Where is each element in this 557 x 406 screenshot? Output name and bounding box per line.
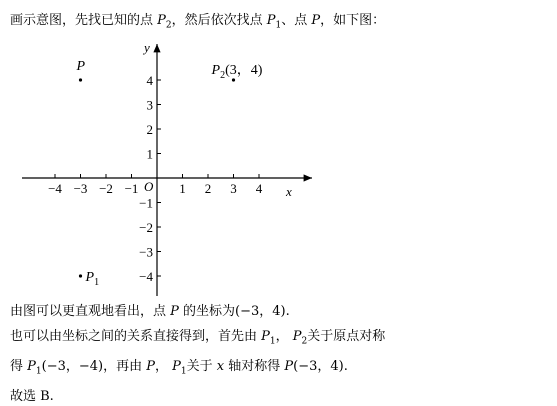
intro-mid2: 、点 (281, 13, 312, 28)
x-tick-label: 4 (255, 181, 263, 196)
x-tick-label: −2 (99, 181, 113, 196)
points (73, 59, 263, 288)
point-marker (79, 274, 82, 277)
text-l3-p: P (146, 359, 155, 374)
x-tick-label: 1 (179, 181, 186, 196)
text-l3-pre: 得 (10, 359, 28, 374)
text-l2-p1: P (261, 329, 270, 344)
point-marker (232, 78, 235, 81)
text-l3-p1: P (27, 359, 36, 374)
text-line-3 (10, 355, 348, 377)
x-tick-label: −3 (73, 181, 88, 196)
text-l3-x: x (216, 359, 225, 374)
y-tick-label: 1 (146, 146, 153, 162)
text-line-1 (10, 300, 290, 319)
point-label: $P_2(3$，4) (211, 63, 263, 81)
y-tick-label: −2 (139, 220, 153, 235)
text-line-4 (10, 385, 54, 404)
text-l2-pre: 也可以由坐标之间的关系直接得到，首先由 (10, 329, 262, 344)
y-tick-label: −3 (139, 244, 153, 260)
text-l3-mid: ，再由 (103, 359, 147, 374)
point-label: $P_1$ (85, 270, 100, 288)
x-tick-label: 3 (230, 181, 237, 196)
text-l3-p1b-sub: 1 (180, 366, 187, 377)
text-l1-coords: (−3，4) (235, 304, 286, 319)
text-l3-coords: (−3，−4) (41, 359, 104, 374)
x-tick-label: −1 (124, 181, 139, 196)
text-l3-mid2: ， (155, 359, 173, 374)
intro-p2-sub: 2 (165, 20, 172, 31)
y-tick-label: −1 (139, 195, 153, 211)
intro-pre: 画示意图，先找已知的点 (10, 13, 158, 28)
intro-p2: P (157, 13, 166, 28)
text-l2-p2-sub: 2 (301, 336, 308, 347)
x-axis-label: x (286, 184, 292, 199)
text-l2-post: 关于原点对称 (307, 329, 386, 344)
origin-label: O (144, 179, 154, 194)
x-tick-label: 2 (204, 181, 212, 196)
text-l1-p: P (170, 304, 179, 319)
y-tick-label: 3 (146, 97, 153, 113)
point-label: P (76, 59, 86, 74)
text-l3-coords2: (−3，4) (293, 359, 344, 374)
intro-post: ，如下图： (320, 13, 386, 28)
intro-p: P (311, 13, 321, 28)
x-tick-label: −4 (48, 181, 62, 196)
text-l3-p1b: P (172, 359, 181, 374)
y-tick-label: 2 (146, 122, 153, 137)
text-l4: 故选 B. (10, 389, 54, 404)
text-l2-mid: ， (275, 329, 293, 344)
point-marker (79, 78, 82, 81)
intro-mid: ，然后依次找点 (171, 13, 267, 28)
text-l1-post: . (285, 304, 290, 319)
text-l3-mid4: 轴对称得 (224, 359, 285, 374)
text-l1-pre: 由图可以更直观地看出，点 (10, 304, 171, 319)
text-line-2 (10, 325, 385, 347)
text-l2-p2: P (292, 329, 302, 344)
y-tick-label: −4 (139, 269, 153, 284)
intro-p1-sub: 1 (275, 20, 282, 31)
text-l2-p1-sub: 1 (269, 336, 276, 347)
text-l3-pfinal: P (284, 359, 294, 374)
y-tick-label: 4 (146, 73, 153, 88)
intro-p1: P (266, 13, 276, 28)
text-l3-post: . (343, 359, 348, 374)
x-ticks (48, 174, 263, 196)
y-axis-label: y (144, 40, 150, 55)
text-l3-mid3: 关于 (186, 359, 217, 374)
text-l3-p1-sub: 1 (35, 366, 42, 377)
text-l1-mid: 的坐标为 (178, 304, 236, 319)
